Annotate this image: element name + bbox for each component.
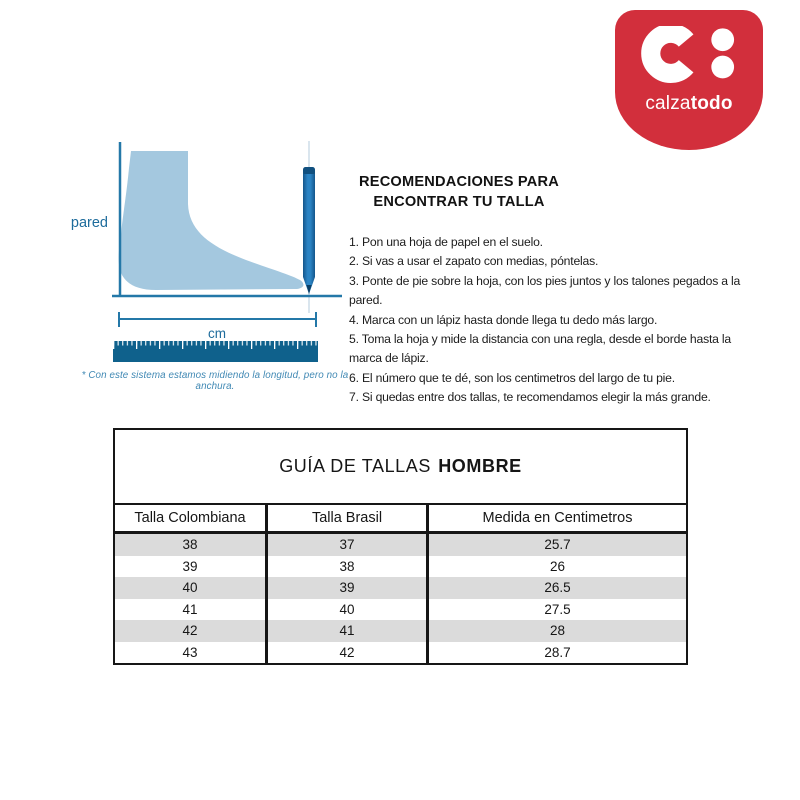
table-cell: 40 — [182, 580, 198, 596]
table-cell: 28.7 — [426, 642, 686, 664]
foot-silhouette — [119, 151, 304, 290]
recommendations-title — [335, 172, 583, 212]
recommendations-title-line1: RECOMENDACIONES PARA — [359, 174, 559, 190]
size-guide-table — [113, 428, 688, 665]
step-item: 7. Si quedas entre dos tallas, te recomendamos elegir la más grande. — [349, 390, 711, 405]
table-row — [115, 577, 686, 599]
table-cell: 41 — [182, 601, 198, 617]
table-cell: 38 — [182, 537, 198, 553]
cm-label: cm — [208, 326, 226, 341]
table-cell: 26.5 — [426, 577, 686, 599]
table-cell: 39 — [265, 577, 426, 599]
column-header-brasil: Talla Brasil — [265, 505, 426, 531]
recommendations-steps — [349, 233, 757, 408]
step-item: 6. El número que te dé, son los centimetros del largo de tu pie. — [349, 370, 675, 385]
table-row — [115, 620, 686, 642]
table-row — [115, 642, 686, 664]
wordmark-regular: calza — [645, 93, 691, 114]
pencil-icon — [303, 167, 315, 294]
table-cell: 43 — [182, 644, 198, 660]
table-cell: 37 — [265, 534, 426, 556]
table-cell: 40 — [265, 599, 426, 621]
size-table-title — [115, 430, 686, 505]
wall-label: pared — [70, 215, 108, 231]
recommendations-title-line2: ENCONTRAR TU TALLA — [373, 194, 545, 211]
table-cell: 27.5 — [426, 599, 686, 621]
calzatodo-monogram-icon — [638, 26, 740, 88]
table-cell: 38 — [265, 556, 426, 578]
table-cell: 42 — [265, 642, 426, 664]
illustration-caption: * Con este sistema estamos midiendo la longitud, pero no la anchura. — [81, 370, 349, 392]
table-cell: 41 — [265, 620, 426, 642]
table-row — [115, 599, 686, 621]
step-item: 1. Pon una hoja de papel en el suelo. — [349, 235, 543, 249]
table-row — [115, 534, 686, 556]
size-table-title-regular: GUÍA DE TALLAS — [279, 456, 431, 476]
foot-measurement-illustration — [60, 130, 360, 380]
table-cell: 25.7 — [426, 534, 686, 556]
ruler-icon — [113, 341, 318, 362]
step-item: 3. Ponte de pie sobre la hoja, con los pies juntos y los talones pegados a la pared. — [349, 273, 741, 308]
table-row — [115, 556, 686, 578]
measure-line — [119, 312, 317, 327]
step-item: 2. Si vas a usar el zapato con medias, póntelas. — [349, 254, 599, 269]
step-item: 5. Toma la hoja y mide la distancia con una regla, desde el borde hasta la marca de lápiz. — [349, 332, 731, 366]
wordmark-bold: todo — [690, 93, 733, 114]
size-table-title-bold: HOMBRE — [438, 456, 522, 476]
table-cell: 26 — [426, 556, 686, 578]
column-header-colombiana: Talla Colombiana — [134, 510, 246, 526]
table-cell: 28 — [426, 620, 686, 642]
step-item: 4. Marca con un lápiz hasta donde llega tu dedo más largo. — [349, 312, 658, 327]
table-cell: 39 — [182, 558, 198, 574]
calzatodo-logo — [615, 10, 763, 150]
calzatodo-wordmark — [645, 93, 732, 115]
column-header-centimetros: Medida en Centimetros — [426, 505, 686, 531]
table-cell: 42 — [182, 623, 198, 639]
size-table-header — [115, 505, 686, 534]
